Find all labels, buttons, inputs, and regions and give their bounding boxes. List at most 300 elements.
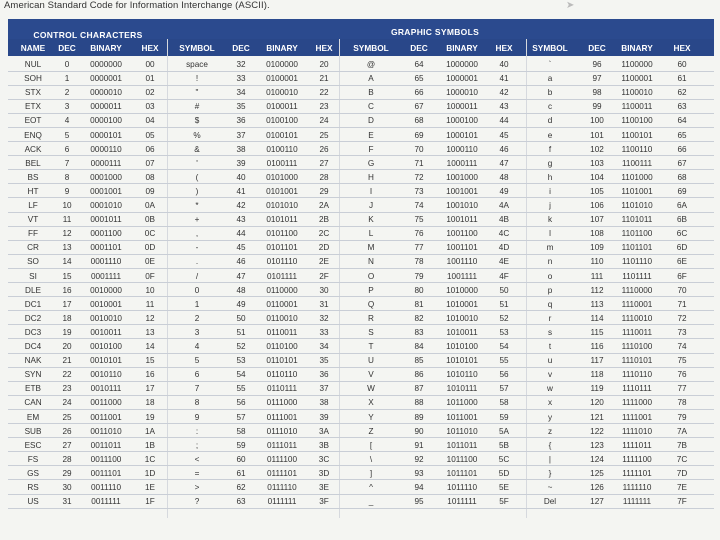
table-cell-binary: 1001000 [446,172,478,182]
table-cell-hex: 48 [499,172,509,182]
table-cell-binary: 0001001 [90,186,122,196]
table-cell-dec: 95 [414,497,424,507]
table-cell-hex: 08 [145,172,155,182]
table-cell-hex: 5B [498,440,509,450]
table-cell-symbol: 6 [194,370,200,380]
table-cell-hex: 04 [145,116,155,126]
table-cell-hex: 38 [319,398,329,408]
table-cell-hex: 2D [318,243,330,253]
table-cell-dec: 18 [62,313,72,323]
table-cell-binary: 1001010 [446,201,478,210]
table-cell-hex: 22 [319,88,329,98]
table-cell-binary: 0010000 [90,285,122,295]
table-cell-hex: 5F [499,497,509,507]
table-cell-hex: 35 [319,356,329,366]
table-cell-name: SI [29,271,37,281]
table-cell-dec: 123 [590,440,604,450]
table-cell-dec: 103 [590,158,604,168]
table-cell-dec: 97 [592,74,602,84]
table-cell-binary: 1100001 [621,74,653,84]
table-cell-binary: 1110111 [622,384,652,394]
table-cell-symbol: F [368,144,374,154]
table-cell-symbol: r [548,313,552,323]
table-cell-binary: 0110011 [266,327,298,337]
table-cell-binary: 0110100 [266,342,298,351]
table-cell-dec: 121 [590,412,604,422]
table-cell-symbol: f [548,144,552,154]
table-cell-dec: 102 [590,144,604,154]
table-cell-dec: 36 [236,116,246,126]
row-rule [8,395,714,396]
table-cell-binary: 1101111 [622,271,652,281]
row-rule [8,197,714,198]
table-cell-hex: 50 [499,285,509,295]
table-cell-symbol: z [547,426,553,436]
table-cell-hex: 17 [145,384,155,394]
table-cell-binary: 1110011 [621,327,653,337]
table-cell-dec: 11 [62,215,72,225]
table-cell-symbol: o [547,271,553,281]
table-cell-dec: 39 [236,158,246,168]
table-cell-dec: 20 [62,342,72,351]
table-cell-hex: 7D [676,468,688,478]
table-cell-hex: 4A [498,201,509,210]
table-cell-symbol: 9 [194,412,200,422]
table-cell-dec: 19 [62,327,72,337]
table-cell-dec: 27 [62,440,72,450]
table-cell-symbol: 1 [194,299,200,309]
table-cell-symbol: ) [195,186,199,196]
table-cell-dec: 9 [64,186,70,196]
table-cell-symbol: i [549,186,551,196]
table-cell-hex: 4F [499,271,509,281]
table-cell-dec: 59 [236,440,246,450]
table-cell-dec: 93 [414,468,424,478]
table-cell-symbol: . [195,257,199,267]
table-cell-symbol: Del [543,497,557,507]
table-cell-binary: 1111100 [622,454,652,464]
table-cell-dec: 81 [414,299,424,309]
column-header-dec-1: DEC [232,43,250,53]
row-rule [8,381,714,382]
table-cell-dec: 91 [414,440,424,450]
table-cell-symbol: = [194,468,200,478]
table-cell-dec: 66 [414,88,424,98]
table-cell-binary: 0110101 [266,356,298,366]
table-cell-symbol: H [368,172,374,182]
table-cell-symbol: C [368,102,374,112]
table-cell-hex: 6A [676,201,687,210]
table-cell-hex: 03 [145,102,155,112]
table-cell-dec: 17 [62,299,72,309]
table-cell-hex: 11 [145,299,155,309]
table-cell-dec: 44 [236,229,246,239]
column-header-symbol-3: SYMBOL [532,43,568,53]
table-cell-dec: 100 [590,116,604,126]
table-cell-binary: 0100001 [266,74,298,84]
table-cell-binary: 0011011 [90,440,122,450]
table-cell-binary: 1011101 [446,468,478,478]
table-cell-hex: 58 [499,398,509,408]
table-cell-dec: 2 [64,88,70,98]
table-cell-binary: 1111010 [621,426,653,436]
table-cell-symbol: R [368,313,374,323]
table-cell-hex: 1E [144,483,155,492]
table-cell-hex: 76 [677,370,687,380]
table-cell-binary: 1010000 [446,285,478,295]
table-cell-symbol: 3 [194,327,200,337]
table-cell-hex: 1A [144,426,155,436]
table-cell-dec: 53 [236,356,246,366]
table-cell-name: GS [27,468,39,478]
table-cell-name: NAK [24,356,42,366]
table-cell-symbol: [ [369,440,373,450]
table-cell-binary: 1110110 [621,370,653,380]
table-cell-name: EM [26,412,40,422]
table-cell-symbol: p [547,285,553,295]
table-cell-dec: 110 [590,257,604,267]
ascii-table [8,58,714,518]
table-cell-hex: 01 [145,74,155,84]
table-cell-binary: 0001111 [90,271,122,281]
table-cell-dec: 26 [62,426,72,436]
table-cell-dec: 114 [590,313,604,323]
table-cell-name: SYN [24,370,42,380]
table-cell-dec: 64 [414,60,424,69]
table-cell-name: RS [27,483,39,492]
table-cell-binary: 0010011 [90,327,122,337]
table-cell-hex: 41 [499,74,509,84]
table-cell-binary: 1000100 [446,116,478,126]
table-cell-name: VT [27,215,39,225]
table-cell-hex: 2F [319,271,329,281]
table-cell-binary: 1010011 [446,327,478,337]
table-cell-hex: 06 [145,144,155,154]
table-cell-symbol: _ [368,497,374,507]
table-cell-binary: 0101011 [266,215,298,225]
row-rule [8,465,714,466]
table-cell-name: NUL [24,60,42,69]
table-cell-dec: 107 [590,215,604,225]
table-cell-hex: 52 [499,313,509,323]
table-cell-binary: 1001110 [446,257,478,267]
table-cell-symbol: D [368,116,374,126]
table-cell-dec: 48 [236,285,246,295]
table-cell-binary: 0001110 [90,257,122,267]
table-cell-binary: 1110000 [621,285,653,295]
table-cell-binary: 0000011 [90,102,122,112]
table-cell-hex: 2A [318,201,329,210]
table-cell-hex: 44 [499,116,509,126]
table-cell-hex: 71 [677,299,687,309]
table-cell-binary: 0000000 [90,60,122,69]
table-cell-symbol: 8 [194,398,200,408]
row-rule [8,437,714,438]
table-cell-hex: 30 [319,285,329,295]
table-cell-symbol: B [368,88,374,98]
row-rule [8,183,714,184]
table-cell-dec: 86 [414,370,424,380]
table-cell-symbol: u [547,356,553,366]
table-cell-dec: 24 [62,398,72,408]
table-cell-binary: 0111010 [266,426,298,436]
table-cell-binary: 1101101 [621,243,653,253]
row-rule [8,240,714,241]
table-cell-binary: 0110111 [266,384,298,394]
table-cell-dec: 113 [590,299,604,309]
table-cell-symbol: , [195,229,199,239]
table-cell-symbol: U [368,356,374,366]
table-cell-binary: 1000101 [446,130,478,140]
table-cell-name: HT [27,186,39,196]
table-cell-hex: 5E [498,483,509,492]
table-cell-symbol: d [547,116,553,126]
table-cell-hex: 14 [145,342,155,351]
table-cell-symbol: T [368,342,374,351]
table-cell-hex: 27 [319,158,329,168]
table-cell-hex: 1D [144,468,156,478]
table-cell-name: ENQ [24,130,42,140]
table-cell-name: FS [27,454,39,464]
table-cell-hex: 21 [319,74,329,84]
table-cell-hex: 6B [676,215,687,225]
table-cell-hex: 07 [145,158,155,168]
table-cell-hex: 55 [499,356,509,366]
table-cell-binary: 1100111 [621,158,653,168]
table-cell-binary: 0010110 [90,370,122,380]
table-cell-dec: 32 [236,60,246,69]
table-cell-dec: 78 [414,257,424,267]
table-cell-dec: 61 [236,468,246,478]
table-cell-dec: 87 [414,384,424,394]
table-cell-name: BEL [25,158,41,168]
row-rule [8,494,714,495]
table-cell-symbol: n [547,257,553,267]
table-cell-binary: 0010001 [90,299,122,309]
table-cell-dec: 35 [236,102,246,112]
table-cell-symbol: g [547,158,553,168]
table-cell-symbol: # [194,102,200,112]
table-cell-binary: 1110001 [621,299,653,309]
table-cell-symbol: w [547,384,553,394]
table-cell-hex: 32 [319,313,329,323]
table-cell-symbol: " [195,88,199,98]
table-cell-symbol: A [368,74,374,84]
table-cell-binary: 0101001 [266,186,298,196]
table-cell-hex: 26 [319,144,329,154]
table-cell-dec: 1 [64,74,70,84]
table-cell-dec: 56 [236,398,246,408]
table-cell-symbol: < [194,454,200,464]
table-cell-dec: 65 [414,74,424,84]
table-cell-symbol: ; [195,440,199,450]
table-cell-symbol: h [547,172,553,182]
table-cell-binary: 1011110 [446,483,478,492]
table-cell-hex: 2E [318,257,329,267]
table-cell-binary: 0101110 [266,257,298,267]
table-cell-binary: 0011001 [90,412,122,422]
table-cell-dec: 6 [64,144,70,154]
table-cell-hex: 59 [499,412,509,422]
table-cell-hex: 19 [145,412,155,422]
row-rule [8,338,714,339]
table-cell-hex: 36 [319,370,329,380]
table-cell-dec: 118 [590,370,604,380]
table-cell-binary: 1111111 [622,497,652,507]
table-cell-hex: 67 [677,158,687,168]
table-cell-binary: 0000010 [90,88,122,98]
table-cell-hex: 73 [677,327,687,337]
table-cell-hex: 37 [319,384,329,394]
row-rule [8,451,714,452]
table-cell-hex: 61 [677,74,687,84]
table-cell-binary: 1101011 [621,215,653,225]
table-cell-binary: 1101010 [621,201,653,210]
table-cell-hex: 4D [498,243,510,253]
table-cell-symbol: } [548,468,552,478]
row-rule [8,155,714,156]
table-cell-dec: 3 [64,102,70,112]
table-cell-binary: 0011101 [90,468,122,478]
table-cell-hex: 42 [499,88,509,98]
table-cell-binary: 0111011 [266,440,298,450]
table-cell-hex: 16 [145,370,155,380]
column-header-symbol-2: SYMBOL [353,43,389,53]
table-cell-hex: 63 [677,102,687,112]
table-cell-binary: 0011100 [90,454,122,464]
table-cell-hex: 3C [318,454,330,464]
table-cell-dec: 30 [62,483,72,492]
table-cell-symbol: q [547,299,553,309]
table-cell-binary: 1000011 [446,102,478,112]
table-cell-hex: 0C [144,229,156,239]
table-cell-hex: 1C [144,454,156,464]
table-cell-hex: 24 [319,116,329,126]
table-cell-binary: 1000111 [446,158,478,168]
table-cell-dec: 57 [236,412,246,422]
table-cell-name: DC4 [24,342,42,351]
table-cell-symbol: ! [195,74,199,84]
table-cell-binary: 1111011 [622,440,652,450]
table-cell-binary: 0111111 [267,497,297,507]
table-cell-hex: 46 [499,144,509,154]
table-cell-binary: 0000100 [90,116,122,126]
table-cell-dec: 42 [236,201,246,210]
table-cell-dec: 120 [590,398,604,408]
table-cell-binary: 1111001 [621,412,653,422]
table-cell-symbol: x [547,398,553,408]
table-cell-hex: 7E [676,483,687,492]
table-cell-dec: 5 [64,130,70,140]
table-cell-dec: 37 [236,130,246,140]
row-rule [8,296,714,297]
table-cell-symbol: ( [195,172,199,182]
table-cell-hex: 3A [318,426,329,436]
table-cell-dec: 45 [236,243,246,253]
table-cell-hex: 18 [145,398,155,408]
table-cell-hex: 40 [499,60,509,69]
table-cell-hex: 02 [145,88,155,98]
table-cell-name: ESC [24,440,42,450]
table-cell-binary: 1011000 [446,398,478,408]
table-cell-hex: 12 [145,313,155,323]
cursor-arrow-icon: ➤ [566,0,575,11]
table-cell-dec: 41 [236,186,246,196]
table-cell-dec: 73 [414,186,424,196]
table-cell-dec: 43 [236,215,246,225]
table-cell-symbol: : [195,426,199,436]
table-cell-dec: 4 [64,116,70,126]
row-rule [8,212,714,213]
table-cell-dec: 33 [236,74,246,84]
table-cell-binary: 1100000 [621,60,653,69]
table-cell-hex: 2C [318,229,330,239]
table-cell-binary: 0011010 [90,426,122,436]
table-cell-dec: 71 [414,158,424,168]
table-cell-dec: 49 [236,299,246,309]
table-cell-name: CR [27,243,39,253]
column-header-hex-1: HEX [315,43,333,53]
table-cell-dec: 21 [62,356,72,366]
column-header-binary-3: BINARY [621,43,653,53]
table-cell-binary: 1001111 [446,271,478,281]
table-cell-dec: 117 [590,356,604,366]
table-cell-name: SOH [24,74,42,84]
table-cell-symbol: Z [368,426,374,436]
table-cell-binary: 0101101 [266,243,298,253]
table-cell-symbol: L [368,229,374,239]
table-cell-hex: 1B [144,440,155,450]
table-cell-dec: 31 [62,497,72,507]
table-cell-symbol: V [368,370,374,380]
table-cell-binary: 1101100 [621,229,653,239]
table-cell-dec: 104 [590,172,604,182]
table-cell-name: EOT [24,116,42,126]
table-cell-dec: 80 [414,285,424,295]
table-cell-symbol: M [367,243,375,253]
row-rule [8,282,714,283]
table-cell-hex: 53 [499,327,509,337]
table-cell-dec: 68 [414,116,424,126]
column-header-dec-2: DEC [410,43,428,53]
table-cell-dec: 69 [414,130,424,140]
table-cell-dec: 109 [590,243,604,253]
table-cell-binary: 0001011 [90,215,122,225]
row-rule [8,127,714,128]
table-cell-hex: 6D [676,243,688,253]
table-cell-name: BS [27,172,39,182]
table-cell-binary: 1111000 [621,398,653,408]
table-cell-symbol: * [195,201,199,210]
table-cell-symbol: / [195,271,199,281]
table-cell-dec: 111 [590,271,604,281]
table-cell-hex: 2B [318,215,329,225]
table-cell-hex: 0A [144,201,155,210]
table-cell-binary: 1100100 [621,116,653,126]
table-cell-dec: 124 [590,454,604,464]
control-characters-title: CONTROL CHARACTERS [33,30,143,40]
table-cell-hex: 4B [498,215,509,225]
table-cell-symbol: 7 [194,384,200,394]
table-cell-hex: 60 [677,60,687,69]
table-cell-binary: 1100110 [621,144,653,154]
graphic-symbols-title: GRAPHIC SYMBOLS [390,27,480,37]
row-rule [8,353,714,354]
table-cell-binary: 1101001 [621,186,653,196]
table-cell-symbol: ^ [369,483,373,492]
column-header-hex-2: HEX [495,43,513,53]
table-cell-symbol: Q [367,299,375,309]
